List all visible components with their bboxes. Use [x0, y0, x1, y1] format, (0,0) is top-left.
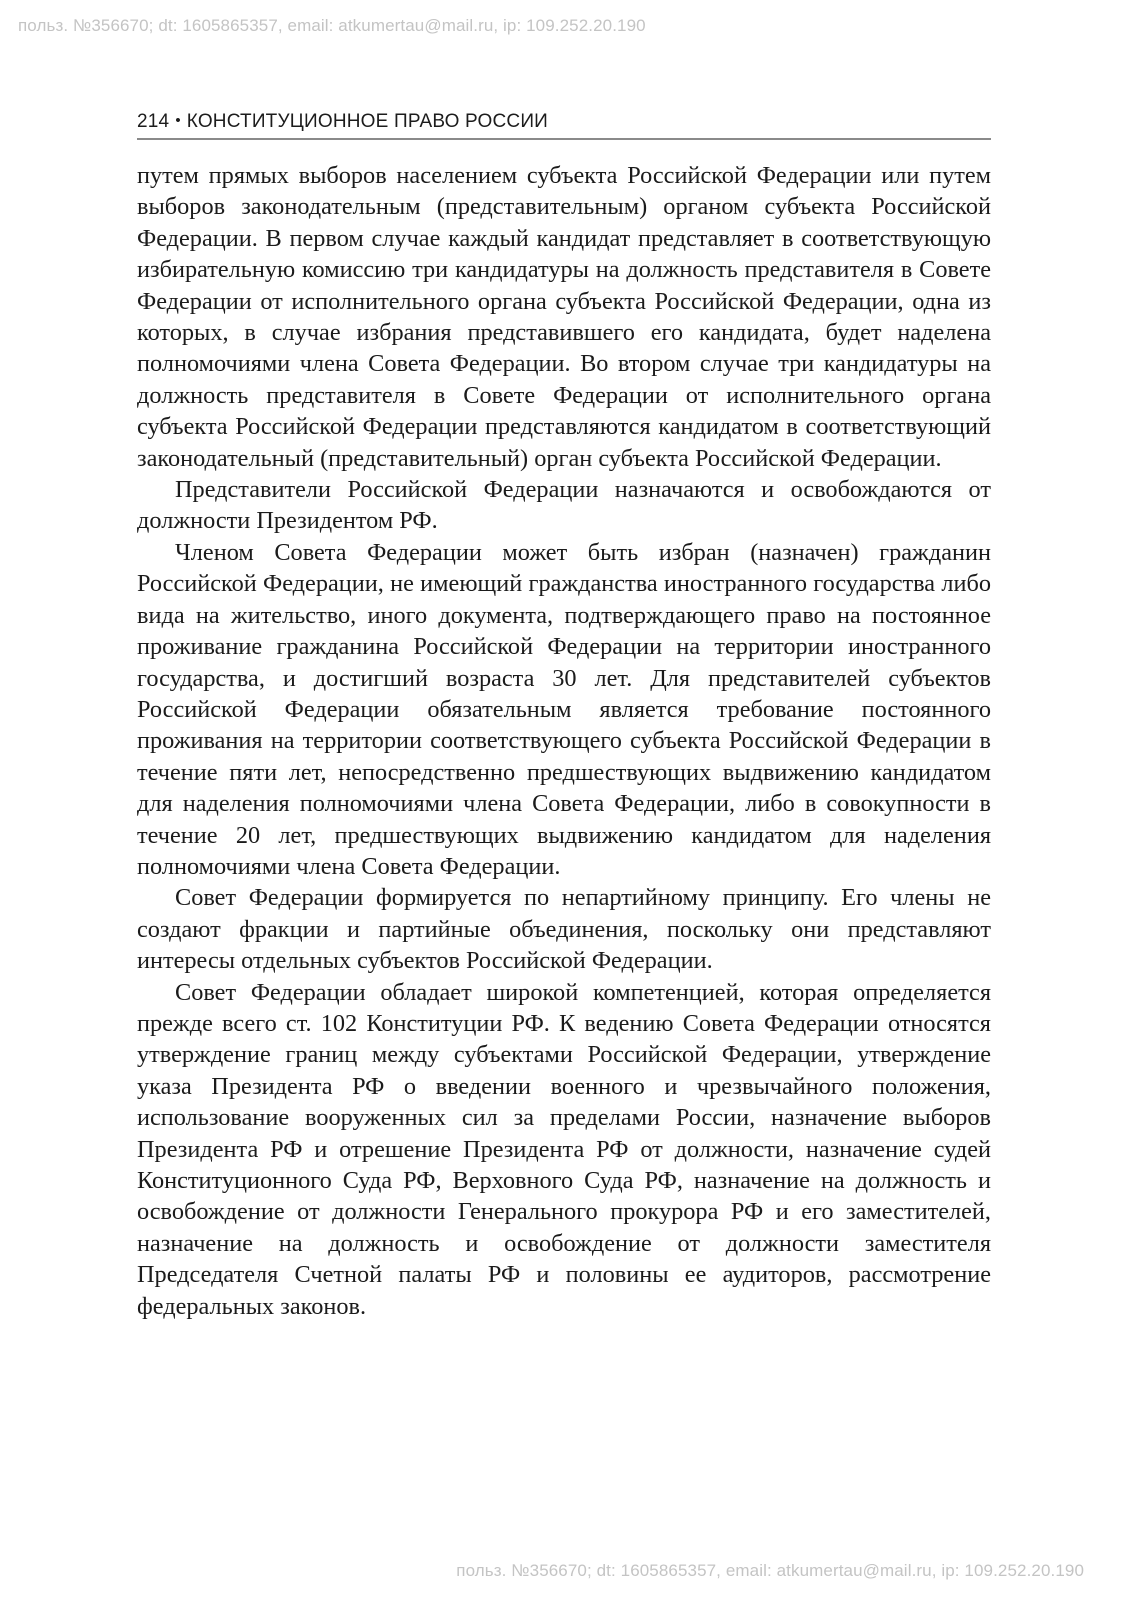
- page-text: [137, 160, 991, 1322]
- header-separator: •: [175, 112, 181, 129]
- running-header: [137, 110, 991, 140]
- watermark-top: польз. №356670; dt: 1605865357, email: atkumertau@mail.ru, ip: 109.252.20.190: [18, 16, 646, 35]
- page-number: 214: [137, 111, 170, 132]
- paragraph-4: Совет Федерации формируется по непартийному принципу. Его члены не создают фракции и партийные объединения, поскольку они представляют интересы отдельных субъектов Российской Федерации.: [137, 884, 991, 975]
- watermark-bottom: польз. №356670; dt: 1605865357, email: atkumertau@mail.ru, ip: 109.252.20.190: [456, 1561, 1084, 1580]
- paragraph-2: Представители Российской Федерации назначаются и освобождаются от должности Президентом РФ.: [137, 476, 991, 535]
- paragraph-5: Совет Федерации обладает широкой компетенцией, которая определяется прежде всего ст. 102 Конституции РФ. К ведению Совета Федерации относятся утверждение границ между субъектами Российской Федерации, утверждение указа Президента РФ о введении военного и чрезвычайного положения, использование вооруженных сил за пределами России, назначение выборов Президента РФ и отрешение Президента РФ от должности, назначение судей Конституционного Суда РФ, Верховного Суда РФ, назначение на должность и освобождение от должности Генерального прокурора РФ и его заместителей, назначение на должность и освобождение от должности заместителя Председателя Счетной палаты РФ и половины ее аудиторов, рассмотрение федеральных законов.: [137, 978, 991, 1320]
- paragraph-3: Членом Совета Федерации может быть избран (назначен) гражданин Российской Федерации, не имеющий гражданства иностранного государства либо вида на жительство, иного документа, подтверждающего право на постоянное проживание гражданина Российской Федерации на территории иностранного государства, и достигший возраста 30 лет. Для представителей субъектов Российской Федерации обязательным является требование постоянного проживания на территории соответствующего субъекта Российской Федерации в течение пяти лет, непосредственно предшествующих выдвижению кандидатом для наделения полномочиями члена Совета Федерации, либо в совокупности в течение 20 лет, предшествующих выдвижению кандидатом для наделения полномочиями члена Совета Федерации.: [137, 538, 991, 880]
- book-title: КОНСТИТУЦИОННОЕ ПРАВО РОССИИ: [186, 111, 549, 132]
- paragraph-1: путем прямых выборов населением субъекта Российской Федерации или путем выборов законодательным (представительным) органом субъекта Российской Федерации. В первом случае каждый кандидат представляет в соответствующую избирательную комиссию три кандидатуры на должность представителя в Совете Федерации от исполнительного органа субъекта Российской Федерации, одна из которых, в случае избрания представившего его кандидата, будет наделена полномочиями члена Совета Федерации. Во втором случае три кандидатуры на должность представителя в Совете Федерации от исполнительного органа субъекта Российской Федерации представляются кандидатом в соответствующий законодательный (представительный) орган субъекта Российской Федерации.: [137, 162, 991, 472]
